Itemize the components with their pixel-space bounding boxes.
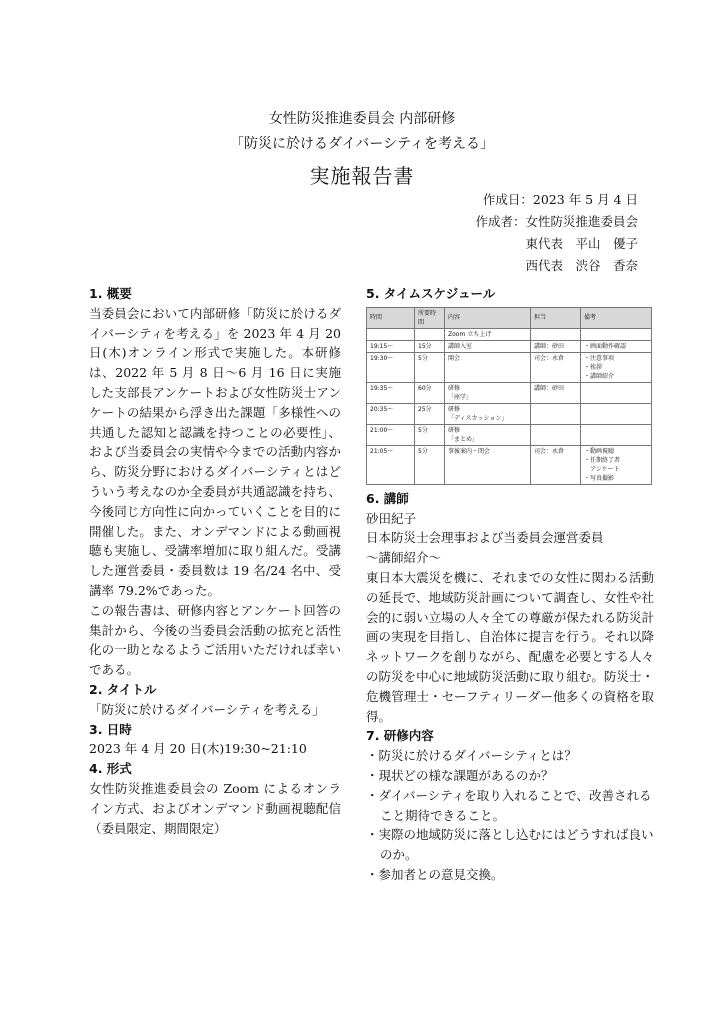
col-notes: 備考 (581, 307, 652, 328)
datetime-heading: 3. 日時 (89, 721, 132, 737)
datetime-text: 2023 年 4 月 20 日(木)19:30~21:10 (89, 741, 307, 757)
schedule-cell-duration: 60分 (415, 382, 445, 403)
lecturer-name: 砂田紀子 (366, 510, 417, 526)
schedule-cell-time: 20:35～ (367, 403, 415, 424)
right-column (366, 284, 654, 885)
schedule-cell-content: 開会 (445, 352, 531, 382)
header-line2: 「防災に於けるダイバーシティを考える」 (229, 136, 495, 152)
overview-paragraph-1: 当委員会において内部研修「防災に於けるダイバーシティを考える」を 2023 年 4 月 20 日(木)オンライン形式で実施した。本研修は、2022 年 5 月 8 日～6 月 16 日に実施した支部長アンケートおよび女性防災士アンケートの結果から浮き出た課題「多様性への共通した認知と認識を持つことの必要性」、および当委員会の実情や今までの活動内容から、防災分野におけるダイバーシティとはどういう考えなのか全委員が共通認識を持ち、今後同じ方向性に向かっていくことを目的に開催した。また、オンデマンドによる動画視聴も実施し、受講率増加に取り組んだ。受講した運営委員・委員数は 19 名/24 名中、受講率 79.2%であった。 (89, 305, 341, 598)
schedule-cell-duration: 5分 (415, 352, 445, 382)
lecturer-intro-label: ～講師紹介～ (366, 550, 442, 566)
col-duration: 所要時間 (415, 307, 445, 328)
schedule-cell-person (531, 403, 581, 424)
schedule-row (367, 340, 652, 352)
schedule-cell-notes (581, 382, 652, 403)
schedule-row (367, 403, 652, 424)
content-item: ・防災に於けるダイバーシティとは？ (366, 748, 577, 764)
lecturer-heading: 6. 講師 (366, 490, 409, 506)
page-title: 実施報告書 (309, 164, 415, 188)
schedule-cell-duration: 25分 (415, 403, 445, 424)
schedule-cell-duration: 15分 (415, 340, 445, 352)
schedule-header-row (367, 307, 652, 328)
content-item: ・参加者との意見交換。 (366, 866, 504, 882)
schedule-cell-content: Zoom 立ち上げ (445, 328, 531, 340)
schedule-cell-person: 講師：砂田 (531, 340, 581, 352)
schedule-table (366, 307, 652, 485)
author: 作成者：女性防災推進委員会 (475, 214, 638, 229)
schedule-cell-time: 19:30～ (367, 352, 415, 382)
title-heading: 2. タイトル (89, 681, 157, 697)
west-representative: 西代表 渋谷 香奈 (525, 258, 638, 273)
schedule-cell-time (367, 328, 415, 340)
schedule-cell-notes: ・注意事項 ・挨拶 ・講師紹介 (581, 352, 652, 382)
schedule-row (367, 382, 652, 403)
schedule-cell-notes: ・画面動作確認 (581, 340, 652, 352)
content-heading: 7. 研修内容 (366, 728, 434, 744)
schedule-cell-person (531, 424, 581, 445)
schedule-cell-person: 講師：砂田 (531, 382, 581, 403)
lecturer-position: 日本防災士会理事および当委員会運営委員 (366, 530, 604, 546)
overview-heading: 1. 概要 (89, 286, 132, 301)
schedule-cell-content: 研修 「まとめ」 (445, 424, 531, 445)
title-text: 「防災に於けるダイバーシティを考える」 (89, 701, 325, 717)
content-item: ・現状どの様な課題があるのか？ (366, 767, 554, 783)
schedule-cell-content: 事後案内・閉会 (445, 445, 531, 484)
left-column (89, 284, 341, 838)
lecturer-intro: 東日本大震災を機に、それまでの女性に関わる活動の延長で、地域防災計画について調査し、女性や社会的に弱い立場の人々全ての尊厳が保たれる防災計画の実現を目指し、自治体に提言を行う。それ以降ネットワークを創りながら、配慮を必要とする人々の防災を中心に地域防災活動に取り組む。防災士・危機管理士・セーフティリーダー他多くの資格を取得。 (366, 569, 654, 724)
schedule-cell-time: 19:15～ (367, 340, 415, 352)
col-content: 内容 (445, 307, 531, 328)
schedule-cell-time: 21:00～ (367, 424, 415, 445)
created-date: 作成日：2023 年 5 月 4 日 (482, 192, 638, 207)
schedule-cell-notes: ・動画視聴 ・任期終了者 アンケート ・写真撮影 (581, 445, 652, 484)
schedule-row (367, 445, 652, 484)
schedule-cell-duration: 5分 (415, 424, 445, 445)
schedule-cell-content: 講師入室 (445, 340, 531, 352)
schedule-cell-duration (415, 328, 445, 340)
schedule-cell-time: 21:05～ (367, 445, 415, 484)
content-item: ・実際の地域防災に落とし込むにはどうすれば良いのか。 (366, 827, 654, 863)
schedule-cell-content: 研修 「ディスカッション」 (445, 403, 531, 424)
format-text: 女性防災推進委員会の Zoom によるオンライン方式、およびオンデマンド動画視聴配信（委員限定、期間限定） (89, 780, 341, 836)
schedule-cell-notes (581, 424, 652, 445)
schedule-row (367, 424, 652, 445)
east-representative: 東代表 平山 優子 (525, 236, 638, 251)
col-person: 担当 (531, 307, 581, 328)
schedule-cell-notes (581, 403, 652, 424)
schedule-row (367, 328, 652, 340)
schedule-cell-time: 19:35～ (367, 382, 415, 403)
schedule-cell-content: 研修 「座学」 (445, 382, 531, 403)
schedule-cell-person: 司会：永倉 (531, 352, 581, 382)
schedule-cell-person: 司会：永倉 (531, 445, 581, 484)
content-item: ・ダイバーシティを取り入れることで、改善されること期待できること。 (366, 787, 652, 823)
header-line1: 女性防災推進委員会 内部研修 (268, 111, 456, 127)
format-heading: 4. 形式 (89, 761, 132, 777)
schedule-cell-person (531, 328, 581, 340)
content-list (366, 746, 654, 885)
schedule-cell-duration: 5分 (415, 445, 445, 484)
col-time: 時間 (367, 307, 415, 328)
schedule-cell-notes (581, 328, 652, 340)
schedule-heading: 5. タイムスケジュール (366, 286, 496, 301)
overview-paragraph-2: この報告書は、研修内容とアンケート回答の集計から、今後の当委員会活動の拡充と活性化の一助となるようご活用いただければ幸いである。 (89, 602, 341, 678)
schedule-row (367, 352, 652, 382)
